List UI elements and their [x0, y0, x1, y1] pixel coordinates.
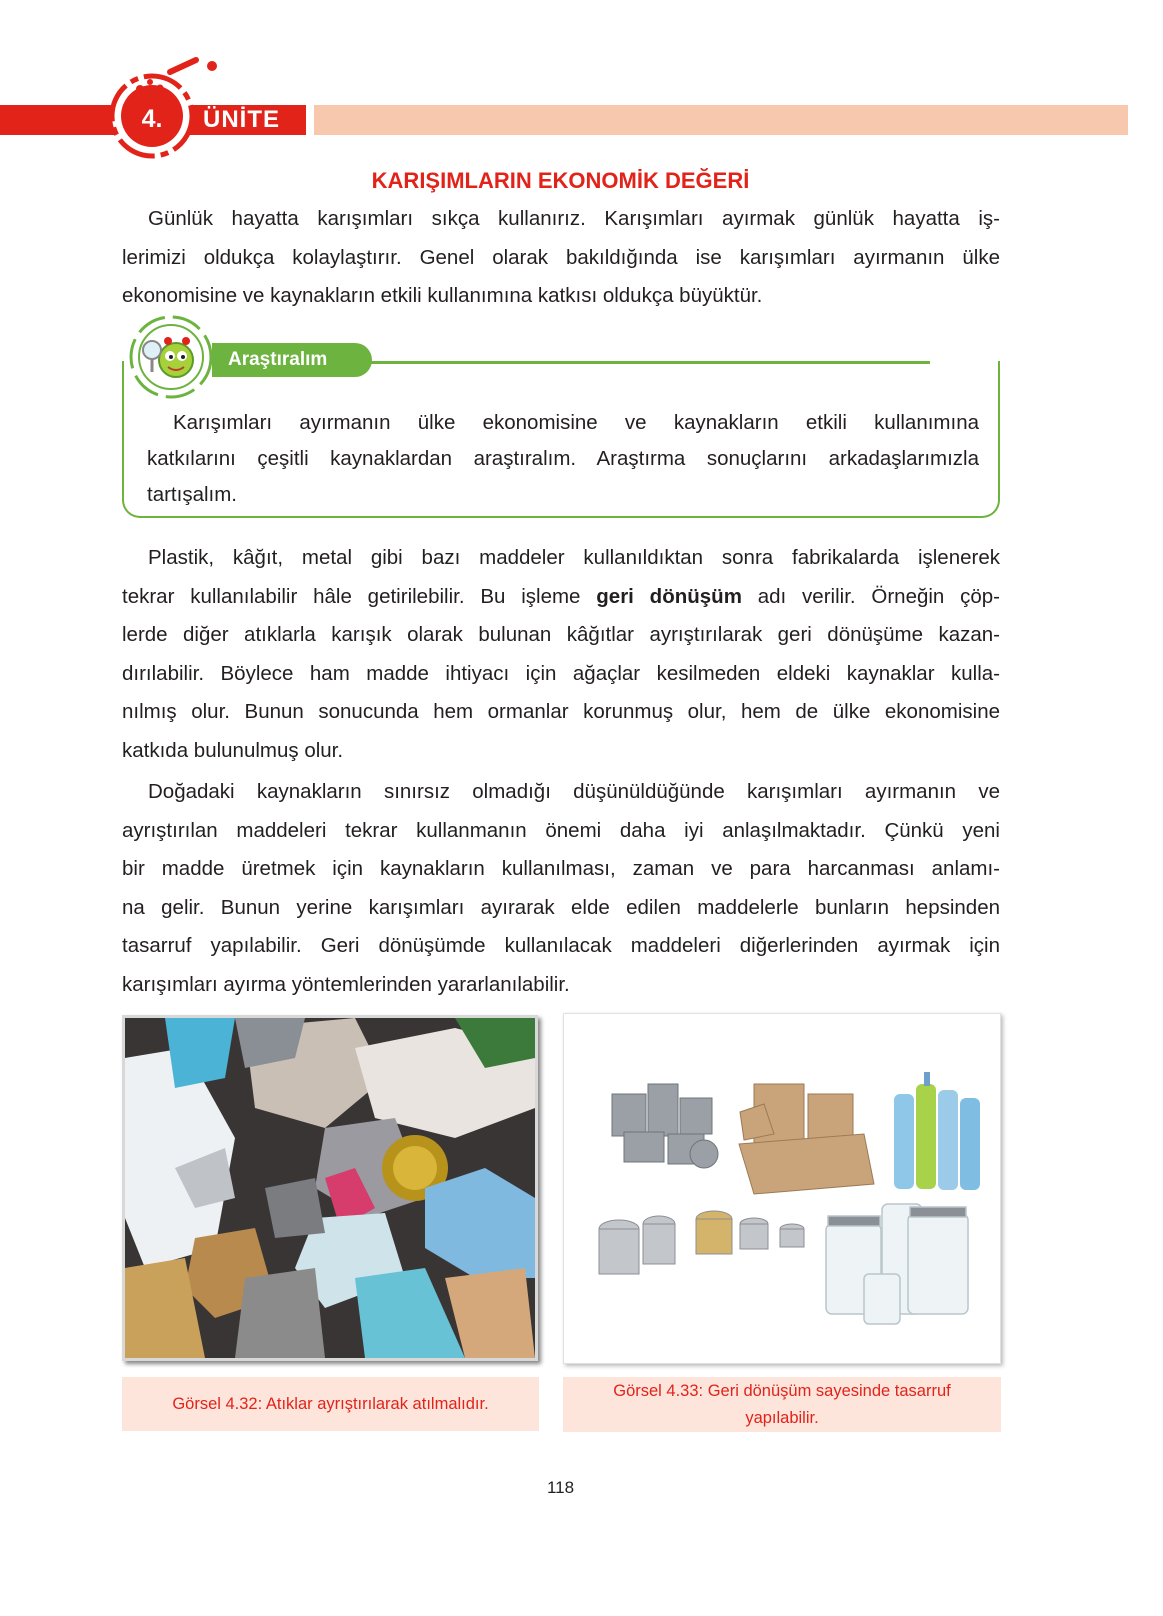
sorted-recyclables-photo [563, 1013, 1001, 1364]
research-label: Araştıralım [212, 343, 372, 377]
unit-header-band-peach [314, 105, 1128, 135]
figure-caption-4-32: Görsel 4.32: Atıklar ayrıştırılarak atılmalıdır. [122, 1377, 539, 1431]
resources-paragraph [122, 773, 1000, 1004]
unit-label: ÜNİTE [203, 106, 280, 133]
geri-donusum-term: geri dönüşüm [596, 584, 742, 608]
recycle-paragraph [122, 539, 1000, 770]
unit-number: 4. [141, 105, 163, 133]
research-line: Karışımları ayırmanın ülke ekonomisine ve kaynakların etkili kullanımına [173, 411, 979, 434]
intro-line: Günlük hayatta karışımları sıkça kullanırız. Karışımları ayırmak günlük hayatta iş- [148, 207, 1000, 230]
research-line: katkılarını çeşitli kaynaklardan araştıralım. Araştırma sonuçlarını arkadaşlarımızla [147, 447, 979, 470]
recycle-line-pre: tekrar kullanılabilir hâle getirilebilir. Bu işleme [122, 584, 597, 608]
recycle-line: nılmış olur. Bunun sonucunda hem ormanlar korunmuş olur, hem de ülke ekonomisine [122, 700, 1000, 723]
recycle-line: lerde diğer atıklarla karışık olarak bulunan kâğıtlar ayrıştırılarak geri dönüşüme kazan- [122, 623, 1000, 646]
intro-paragraph [122, 200, 1000, 316]
page-number: 118 [546, 1478, 575, 1497]
recycle-line: katkıda bulunulmuş olur. [122, 738, 344, 762]
research-box-top-rule [370, 361, 930, 364]
resources-line: bir madde üretmek için kaynakların kullanılması, zaman ve para harcanması anlamı- [122, 857, 1000, 880]
figure-caption-4-33 [563, 1377, 1001, 1432]
intro-line: ekonomisine ve kaynakların etkili kullanımına katkısı oldukça büyüktür. [122, 284, 763, 307]
page-title: KARIŞIMLARIN EKONOMİK DEĞERİ [371, 168, 750, 193]
intro-line: lerimizi oldukça kolaylaştırır. Genel olarak bakıldığında ise karışımları ayırmanın ülke [122, 245, 1000, 269]
recycle-line [122, 578, 1000, 617]
resources-line: Doğadaki kaynakların sınırsız olmadığı düşünüldüğünde karışımları ayırmanın ve [148, 780, 1000, 803]
research-text [147, 405, 979, 513]
magnifier-clock-mascot-icon [128, 314, 214, 400]
mixed-waste-photo [122, 1015, 538, 1361]
resources-line: tasarruf yapılabilir. Geri dönüşümde kullanılacak maddeleri diğerlerinden ayırmak için [122, 934, 1000, 957]
recycle-line: Plastik, kâğıt, metal gibi bazı maddeler kullanıldıktan sonra fabrikalarda işlenerek [148, 546, 1000, 569]
resources-line: na gelir. Bunun yerine karışımları ayırarak elde edilen maddelerle bunların hepsinden [122, 895, 1000, 919]
resources-line: ayrıştırılan maddeleri tekrar kullanmanın önemi daha iyi anlaşılmaktadır. Çünkü yeni [122, 818, 1000, 842]
recycle-line-post: adı verilir. Örneğin çöp- [741, 584, 1001, 608]
resources-line: karışımları ayırma yöntemlerinden yararlanılabilir. [122, 972, 570, 996]
research-line: tartışalım. [147, 483, 237, 506]
recycle-line: dırılabilir. Böylece ham madde ihtiyacı için ağaçlar kesilmeden eldeki kaynaklar kulla- [122, 661, 1000, 685]
figure-caption-line: yapılabilir. [745, 1409, 819, 1427]
unit-header-gap [306, 105, 314, 135]
figure-caption-line: Görsel 4.33: Geri dönüşüm sayesinde tasarruf [613, 1382, 951, 1400]
